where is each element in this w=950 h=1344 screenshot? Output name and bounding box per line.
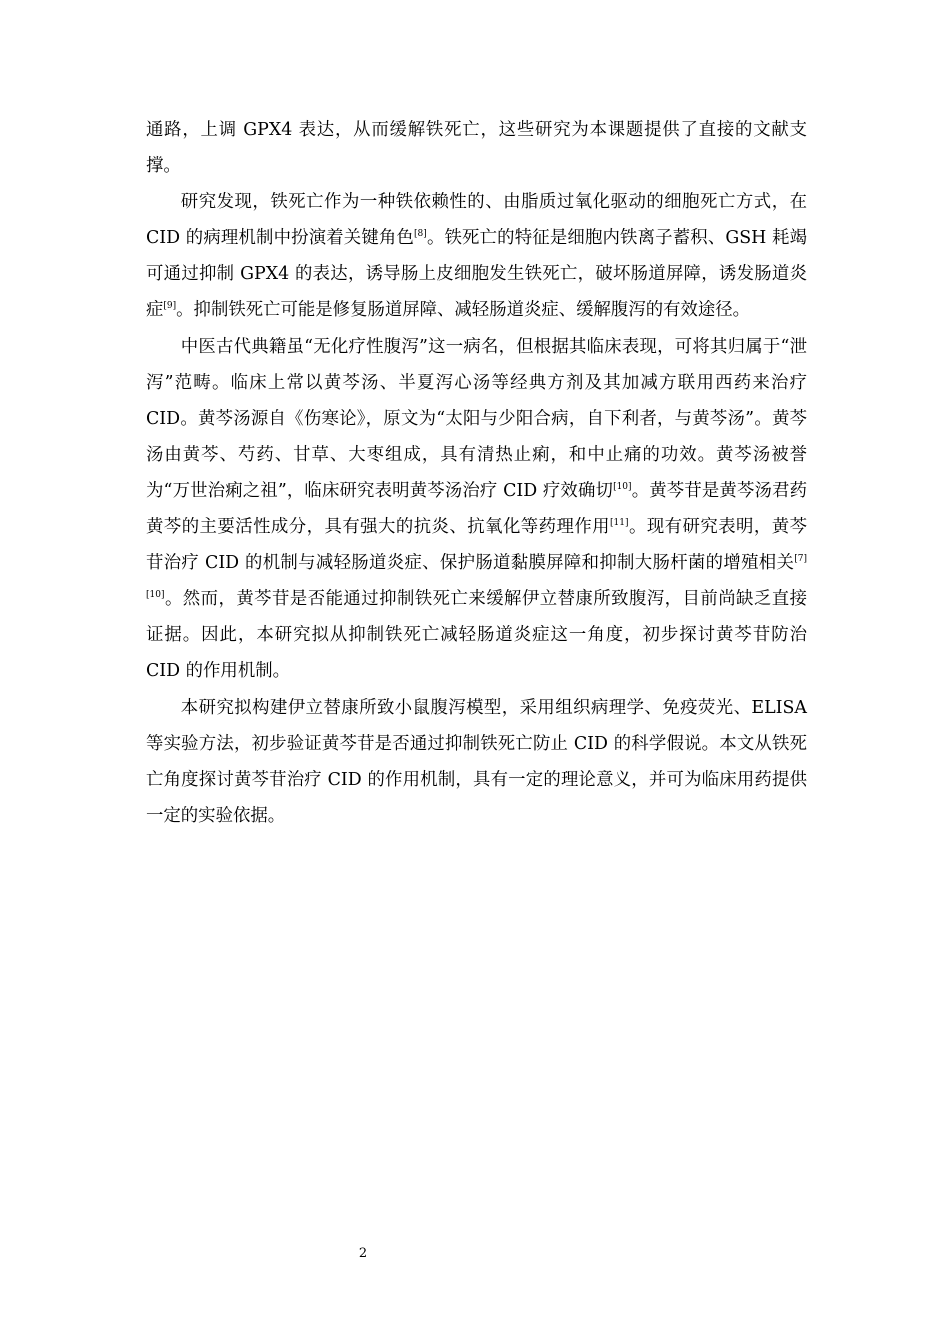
citation-ref: [8]: [414, 229, 427, 240]
paragraph-3: [146, 329, 807, 690]
text-run: 。抑制铁死亡可能是修复肠道屏障、减轻肠道炎症、缓解腹泻的有效途径。: [176, 300, 751, 321]
text-run: 中医古代典籍虽“无化疗性腹泻”这一病名，但根据其临床表现，可将其归属于“泄泻”范畴。临床上常以黄芩汤、半夏泻心汤等经典方剂及其加减方联用西药来治疗 CID。黄芩汤源自《伤寒论》，原文为“太阳与少阳合病，自下利者，与黄芩汤”。黄芩汤由黄芩、芍药、甘草、大枣组成，具有清热止痢，和中止痛的功效。黄芩汤被誉为“万世治痢之祖”，临床研究表明黄芩汤治疗 CID 疗效确切: [146, 336, 807, 501]
paragraph-1: [146, 112, 807, 184]
text-run: 。现有研究表明，黄芩苷治疗 CID 的机制与减轻肠道炎症、保护肠道黏膜屏障和抑制大肠杆菌的增殖相关: [146, 517, 807, 574]
text-run: 本研究拟构建伊立替康所致小鼠腹泻模型，采用组织病理学、免疫荧光、ELISA 等实验方法，初步验证黄芩苷是否通过抑制铁死亡防止 CID 的科学假说。本文从铁死亡角度探讨黄芩苷治疗 CID 的作用机制，具有一定的理论意义，并可为临床用药提供一定的实验依据。: [146, 697, 807, 826]
citation-ref: [7][10]: [146, 554, 807, 601]
paragraph-4: [146, 690, 807, 834]
text-run: 研究发现，铁死亡作为一种铁依赖性的、由脂质过氧化驱动的细胞死亡方式，在 CID 的病理机制中扮演着关键角色: [146, 192, 807, 249]
text-run: 。铁死亡的特征是细胞内铁离子蓄积、GSH 耗竭可通过抑制 GPX4 的表达，诱导肠上皮细胞发生铁死亡，破坏肠道屏障，诱发肠道炎症: [146, 228, 807, 321]
citation-ref: [10]: [613, 481, 632, 492]
paragraph-2: [146, 184, 807, 328]
text-run: 通路，上调 GPX4 表达，从而缓解铁死亡，这些研究为本课题提供了直接的文献支撑。: [146, 120, 807, 177]
text-run: 。然而，黄芩苷是否能通过抑制铁死亡来缓解伊立替康所致腹泻，目前尚缺乏直接证据。因此，本研究拟从抑制铁死亡减轻肠道炎症这一角度，初步探讨黄芩苷防治 CID 的作用机制。: [146, 589, 807, 682]
citation-ref: [11]: [610, 518, 629, 529]
body-text: [146, 112, 807, 834]
citation-ref: [9]: [163, 301, 177, 312]
page-number: 2: [358, 1246, 368, 1261]
text-run: 。黄芩苷是黄芩汤君药黄芩的主要活性成分，具有强大的抗炎、抗氧化等药理作用: [146, 480, 807, 538]
